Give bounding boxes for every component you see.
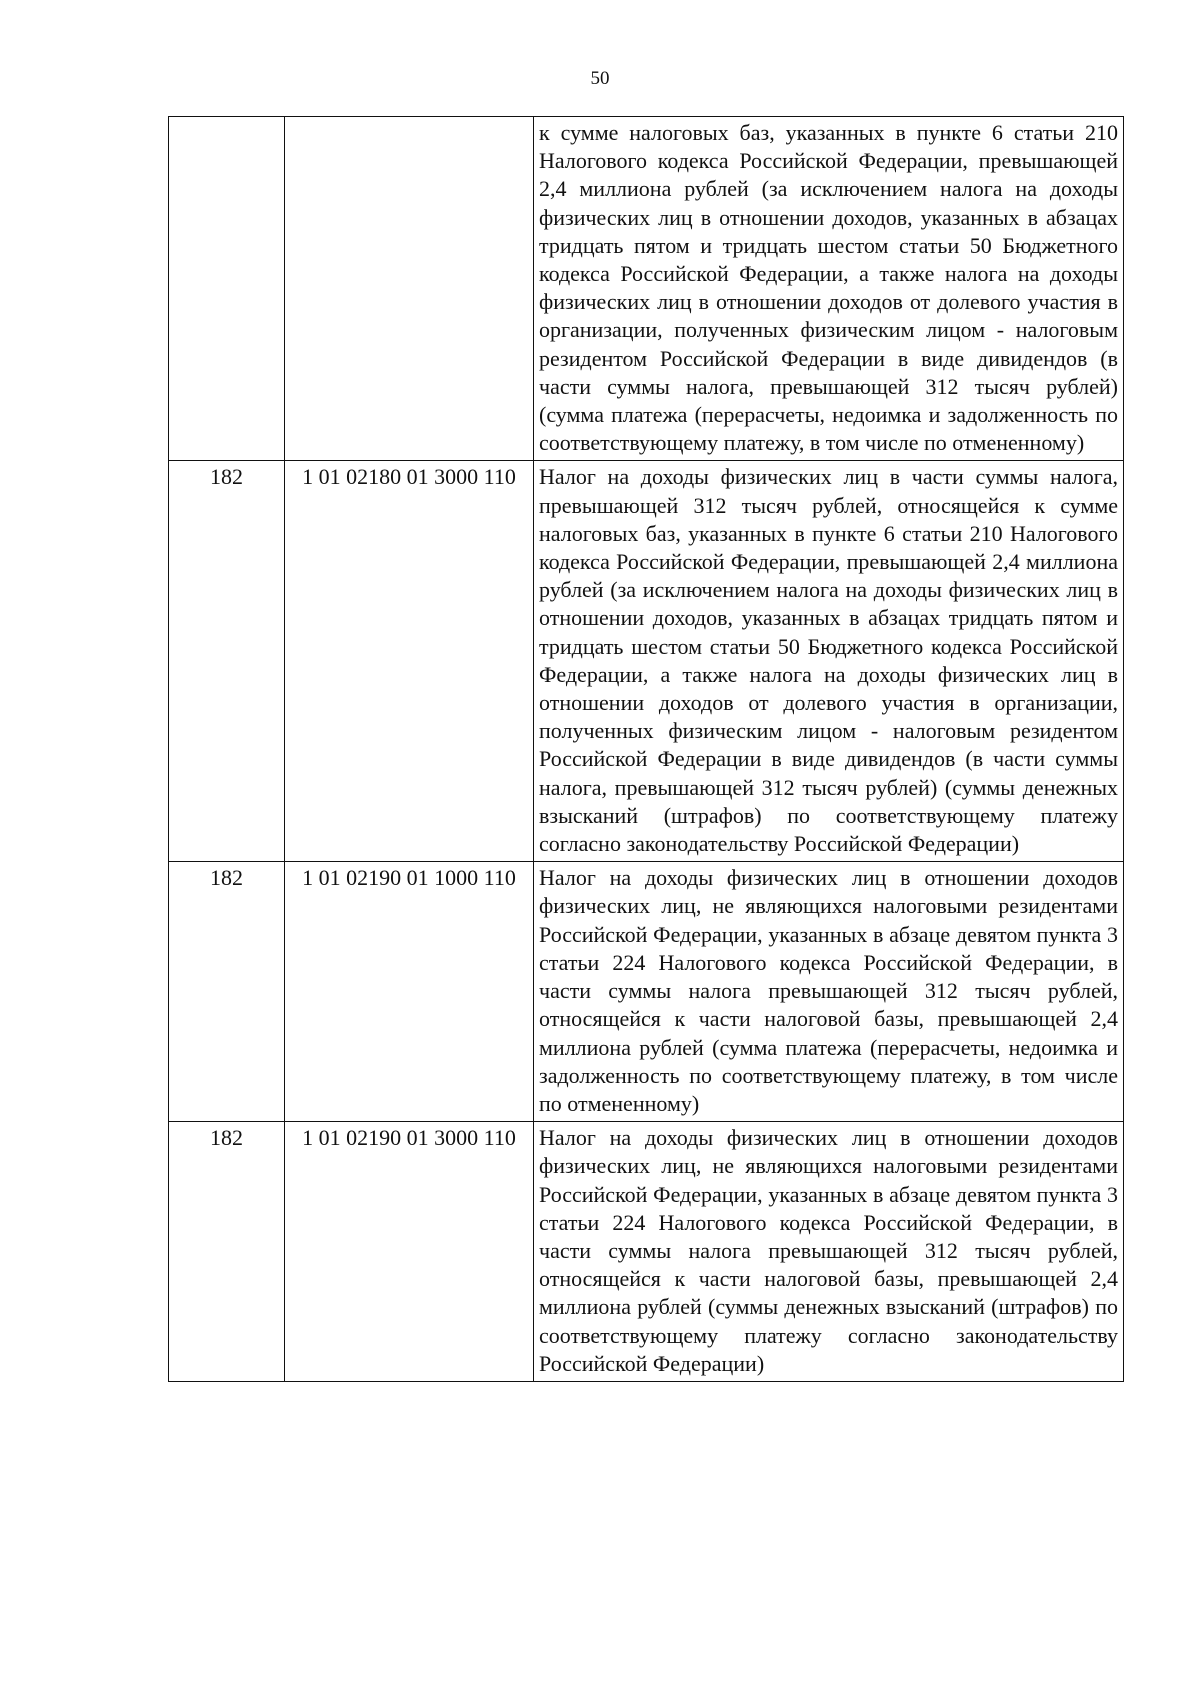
admin-code-cell: 182: [169, 461, 285, 862]
admin-code-cell: 182: [169, 862, 285, 1122]
table-row: [169, 461, 1124, 862]
page-number: 50: [590, 68, 610, 89]
kbk-code-cell: 1 01 02190 01 3000 110: [285, 1122, 534, 1382]
admin-code-cell: [169, 117, 285, 461]
description-cell: Налог на доходы физических лиц в части суммы налога, превышающей 312 тысяч рублей, относящейся к сумме налоговых баз, указанных в пункте 6 статьи 210 Налогового кодекса Российской Федерации, превышающей 2,4 миллиона рублей (за исключением налога на доходы физических лиц в отношении доходов, указанных в абзацах тридцать пятом и тридцать шестом статьи 50 Бюджетного кодекса Российской Федерации, а также налога на доходы физических лиц в отношении доходов от долевого участия в организации, полученных физическим лицом - налоговым резидентом Российской Федерации в виде дивидендов (в части суммы налога, превышающей 312 тысяч рублей) (суммы денежных взысканий (штрафов) по соответствующему платежу согласно законодательству Российской Федерации): [534, 461, 1124, 862]
table-body: [169, 117, 1124, 1382]
kbk-code-cell: [285, 117, 534, 461]
admin-code-cell: 182: [169, 1122, 285, 1382]
description-cell: Налог на доходы физических лиц в отношении доходов физических лиц, не являющихся налоговыми резидентами Российской Федерации, указанных в абзаце девятом пункта 3 статьи 224 Налогового кодекса Российской Федерации, в части суммы налога превышающей 312 тысяч рублей, относящейся к части налоговой базы, превышающей 2,4 миллиона рублей (суммы денежных взысканий (штрафов) по соответствующему платежу согласно законодательству Российской Федерации): [534, 1122, 1124, 1382]
kbk-code-cell: 1 01 02180 01 3000 110: [285, 461, 534, 862]
kbk-code-cell: 1 01 02190 01 1000 110: [285, 862, 534, 1122]
description-cell: к сумме налоговых баз, указанных в пункте 6 статьи 210 Налогового кодекса Российской Федерации, превышающей 2,4 миллиона рублей (за исключением налога на доходы физических лиц в отношении доходов, указанных в абзацах тридцать пятом и тридцать шестом статьи 50 Бюджетного кодекса Российской Федерации, а также налога на доходы физических лиц в отношении доходов от долевого участия в организации, полученных физическим лицом - налоговым резидентом Российской Федерации в виде дивидендов (в части суммы налога, превышающей 312 тысяч рублей) (сумма платежа (перерасчеты, недоимка и задолженность по соответствующему платежу, в том числе по отмененному): [534, 117, 1124, 461]
table-row: [169, 117, 1124, 461]
table-row: [169, 862, 1124, 1122]
budget-classification-table: [168, 116, 1124, 1382]
description-cell: Налог на доходы физических лиц в отношении доходов физических лиц, не являющихся налоговыми резидентами Российской Федерации, указанных в абзаце девятом пункта 3 статьи 224 Налогового кодекса Российской Федерации, в части суммы налога превышающей 312 тысяч рублей, относящейся к части налоговой базы, превышающей 2,4 миллиона рублей (сумма платежа (перерасчеты, недоимка и задолженность по соответствующему платежу, в том числе по отмененному): [534, 862, 1124, 1122]
table-row: [169, 1122, 1124, 1382]
